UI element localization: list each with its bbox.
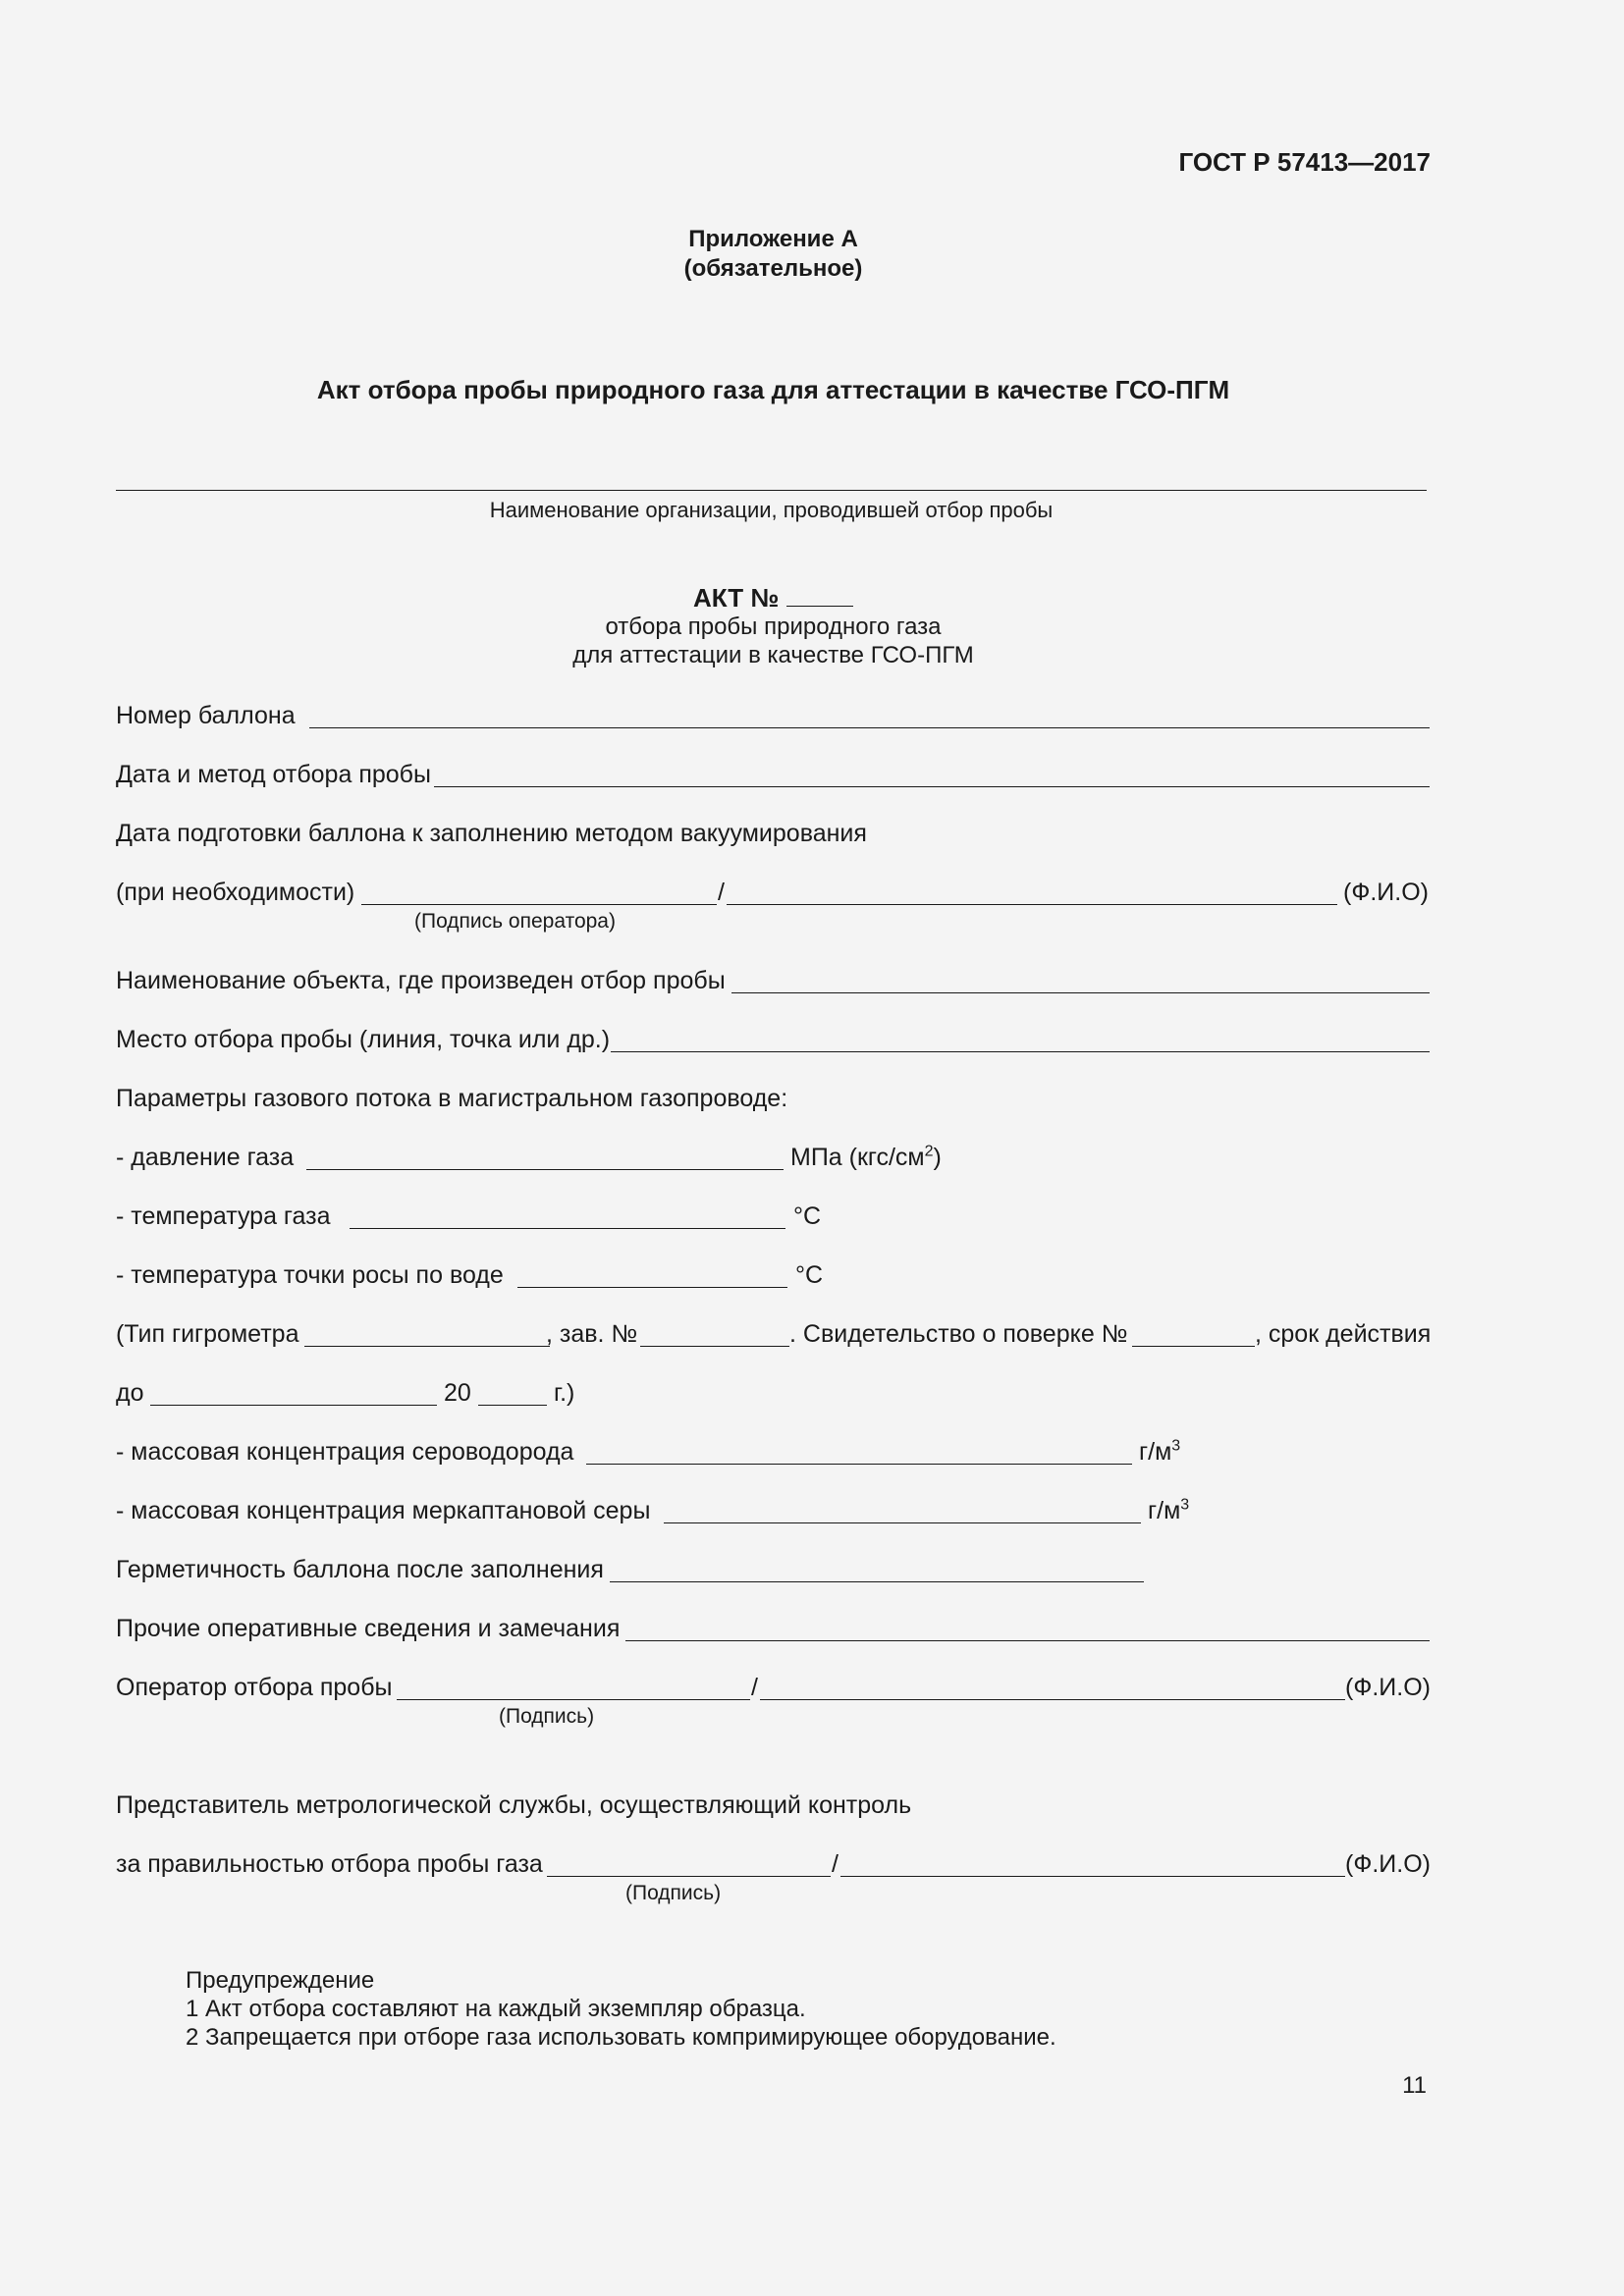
label-fio: (Ф.И.О) <box>1345 1850 1431 1878</box>
label-validity-period: , срок действия <box>1255 1320 1432 1348</box>
label-h2s-concentration: - массовая концентрация сероводорода <box>116 1438 574 1466</box>
mercaptan-unit: $г/м^3$ <box>1148 1496 1190 1524</box>
label-until: до <box>116 1379 144 1407</box>
label-sampling-date: Дата и метод отбора пробы <box>116 761 431 788</box>
standard-number: ГОСТ Р 57413—2017 <box>1178 147 1431 177</box>
appendix-title: Приложение А <box>688 226 858 252</box>
slash: / <box>751 1674 758 1701</box>
warning-item: 2 Запрещается при отборе газа использовать компримирующее оборудование. <box>186 2024 1056 2051</box>
h2s-unit: $г/м^3$ <box>1139 1437 1181 1466</box>
label-if-needed: (при необходимости) <box>116 879 355 906</box>
cylinder-tightness-line <box>610 1581 1144 1582</box>
slash: / <box>832 1850 839 1878</box>
pressure-unit: МПа $(кгс/см^2)$ <box>790 1143 942 1171</box>
warning-item: 1 Акт отбора составляют на каждый экземпляр образца. <box>186 1996 806 2022</box>
label-verification-certificate: . Свидетельство о поверке № <box>789 1320 1128 1348</box>
sampling-place-line <box>611 1051 1430 1052</box>
until-date-line <box>150 1405 437 1406</box>
label-cylinder-tightness: Герметичность баллона после заполнения <box>116 1556 604 1583</box>
sampling-operator-sign-line <box>397 1699 750 1700</box>
metrology-sign-line <box>547 1876 831 1877</box>
hygrometer-type-line <box>304 1346 550 1347</box>
caption-metrology-signature: (Подпись) <box>625 1882 722 1904</box>
act-subtitle-1: отбора пробы природного газа <box>605 614 942 640</box>
label-fio: (Ф.И.О) <box>1345 1674 1431 1701</box>
certificate-number-line <box>1132 1346 1255 1347</box>
caption-operator-signature: (Подпись оператора) <box>414 910 616 933</box>
operator-name-line <box>727 904 1337 905</box>
caption-operator-signature: (Подпись) <box>499 1705 595 1728</box>
document-title: Акт отбора пробы природного газа для аттестации в качестве ГСО-ПГМ <box>316 375 1230 404</box>
slash: / <box>718 879 725 906</box>
label-fio: (Ф.И.О) <box>1343 879 1429 906</box>
appendix-status: (обязательное) <box>683 255 863 282</box>
serial-number-line <box>640 1346 789 1347</box>
label-cylinder-number: Номер баллона <box>116 702 296 729</box>
operator-sign-line <box>361 904 717 905</box>
year-prefix: 20 <box>444 1379 471 1407</box>
act-number-blank <box>786 584 853 607</box>
label-gas-pressure: - давление газа <box>116 1144 295 1171</box>
label-gas-temperature: - температура газа <box>116 1202 331 1230</box>
temperature-unit: °С <box>793 1202 822 1230</box>
cylinder-number-line <box>309 727 1430 728</box>
sampling-date-line <box>434 786 1430 787</box>
mercaptan-concentration-line <box>664 1522 1141 1523</box>
label-sampling-correctness: за правильностью отбора пробы газа <box>116 1850 543 1878</box>
label-mercaptan-concentration: - массовая концентрация меркаптановой серы <box>116 1497 651 1524</box>
gas-temperature-line <box>350 1228 785 1229</box>
year-line <box>478 1405 547 1406</box>
other-info-line <box>625 1640 1430 1641</box>
label-gas-parameters: Параметры газового потока в магистральном газопроводе: <box>116 1085 788 1112</box>
label-hygrometer-type: (Тип гигрометра <box>116 1320 299 1348</box>
label-sampling-operator: Оператор отбора пробы <box>116 1674 393 1701</box>
sampling-operator-name-line <box>760 1699 1345 1700</box>
h2s-concentration-line <box>586 1464 1132 1465</box>
object-name-line <box>731 992 1430 993</box>
organization-caption: Наименование организации, проводившей отбор пробы <box>489 498 1054 522</box>
organization-line <box>116 490 1427 491</box>
page-number: 11 <box>1402 2072 1427 2099</box>
label-metrology-representative: Представитель метрологической службы, осуществляющий контроль <box>116 1791 912 1819</box>
act-subtitle-2: для аттестации в качестве ГСО-ПГМ <box>572 642 974 668</box>
label-object-name: Наименование объекта, где произведен отбор пробы <box>116 967 726 994</box>
metrology-name-line <box>840 1876 1345 1877</box>
gas-pressure-line <box>306 1169 784 1170</box>
label-dew-point: - температура точки росы по воде <box>116 1261 504 1289</box>
act-number-label: АКТ № <box>693 583 853 614</box>
label-serial-number: , зав. № <box>546 1320 638 1348</box>
warning-title: Предупреждение <box>186 1967 375 1994</box>
label-sampling-place: Место отбора пробы (линия, точка или др.) <box>116 1026 611 1053</box>
label-other-info: Прочие оперативные сведения и замечания <box>116 1615 621 1642</box>
dew-point-unit: °С <box>795 1261 824 1289</box>
dew-point-line <box>517 1287 787 1288</box>
label-preparation-date: Дата подготовки баллона к заполнению методом вакуумирования <box>116 820 867 847</box>
year-suffix: г.) <box>554 1379 575 1407</box>
